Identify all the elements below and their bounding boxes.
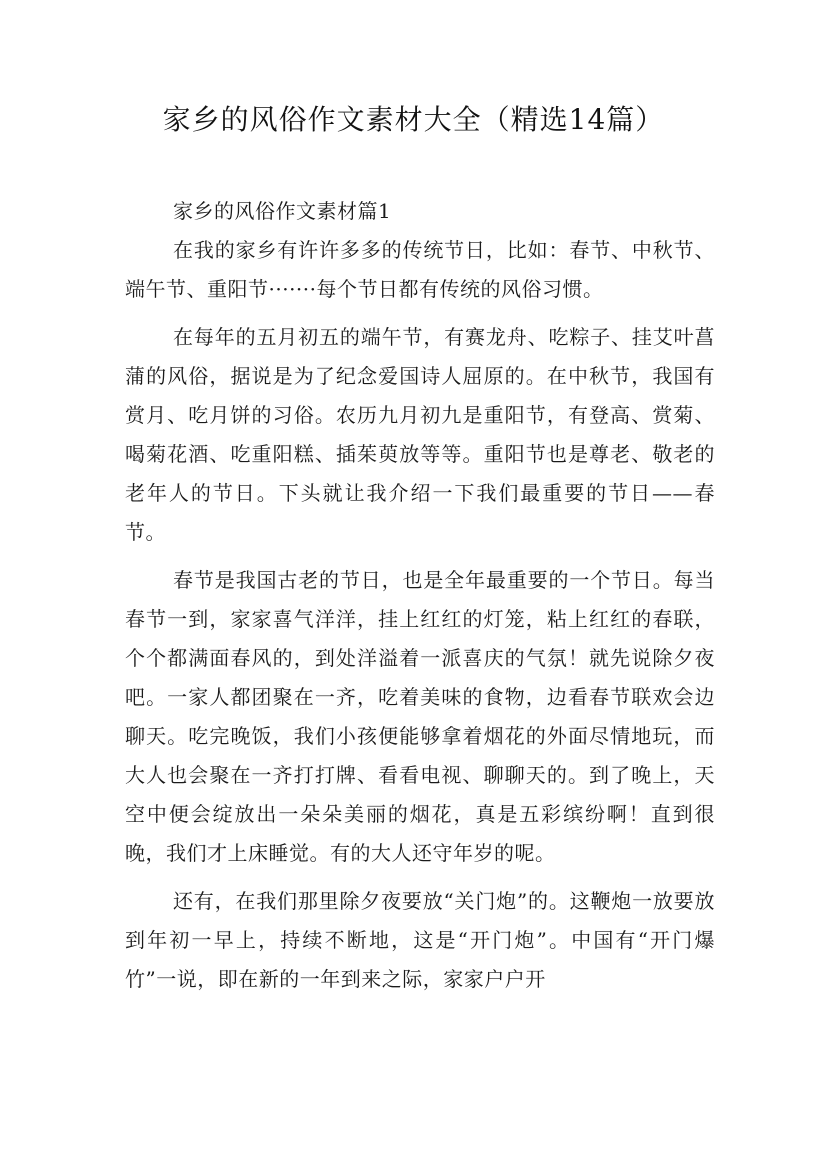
document-body — [125, 192, 715, 999]
section-heading: 家乡的风俗作文素材篇1 — [173, 199, 392, 223]
paragraph-2: 在每年的五月初五的端午节，有赛龙舟、吃粽子、挂艾叶菖蒲的风俗，据说是为了纪念爱国诗人屈原的。在中秋节，我国有赏月、吃月饼的习俗。农历九月初九是重阳节，有登高、赏菊、喝菊花酒、吃重阳糕、插茱萸放等等。重阳节也是尊老、敬老的老年人的节日。下头就让我介绍一下我们最重要的节日——春节。 — [125, 325, 715, 544]
paragraph-3: 春节是我国古老的节日，也是全年最重要的一个节日。每当春节一到，家家喜气洋洋，挂上红红的灯笼，粘上红红的春联，个个都满面春风的，到处洋溢着一派喜庆的气氛！就先说除夕夜吧。一家人都团聚在一齐，吃着美味的食物，边看春节联欢会边聊天。吃完晚饭，我们小孩便能够拿着烟花的外面尽情地玩，而大人也会聚在一齐打打牌、看看电视、聊聊天的。到了晚上，天空中便会绽放出一朵朵美丽的烟花，真是五彩缤纷啊！直到很晚，我们才上床睡觉。有的大人还守年岁的呢。 — [125, 568, 715, 865]
paragraph-4: 还有，在我们那里除夕夜要放“关门炮”的。这鞭炮一放要放到年初一早上，持续不断地，这是“开门炮”。中国有“开门爆竹”一说，即在新的一年到来之际，家家户户开 — [125, 889, 715, 991]
paragraph-1: 在我的家乡有许许多多的传统节日，比如：春节、中秋节、端午节、重阳节·······每个节日都有传统的风俗习惯。 — [125, 238, 715, 301]
document-title: 家乡的风俗作文素材大全（精选14篇） — [162, 103, 665, 136]
